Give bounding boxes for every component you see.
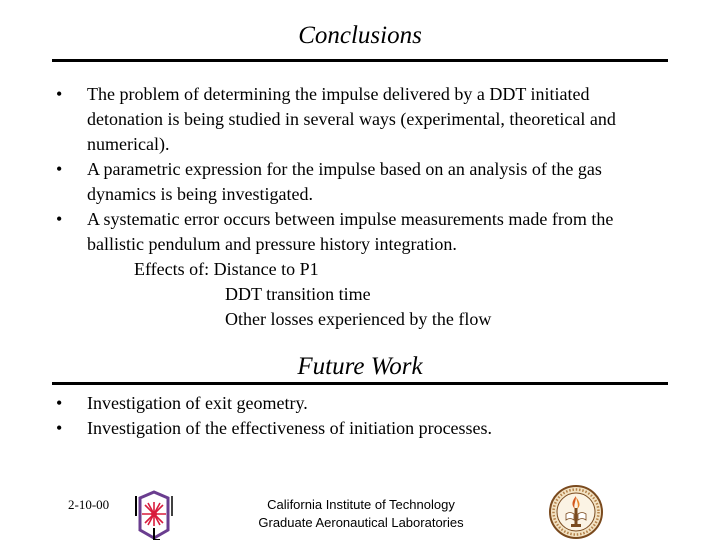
list-item-text: Investigation of exit geometry. [87,393,308,413]
effects-item: Other losses experienced by the flow [225,309,492,329]
conclusions-list [56,82,666,332]
list-item-text: The problem of determining the impulse delivered by a DDT initiated detonation is being studied in several ways (experimental, theoretical and numerical). [87,84,616,154]
list-item-text: A systematic error occurs between impulse measurements made from the ballistic pendulum and pressure history integration. [87,209,614,254]
list-item [56,157,666,207]
future-work-list [56,391,666,441]
future-work-underline [52,382,668,385]
bullet: • [56,418,63,438]
bullet: • [56,209,63,229]
list-item [56,391,666,416]
effects-item: DDT transition time [225,284,371,304]
effects-line [56,257,666,282]
caltech-seal [548,484,604,540]
bullet: • [56,159,63,179]
explosion-dynamics-logo [128,490,180,540]
title-underline [52,59,668,62]
list-item [56,82,666,157]
effects-label: Effects of: [134,259,210,279]
effects-item: Distance to P1 [213,259,319,279]
list-item [56,207,666,257]
list-item-text: Investigation of the effectiveness of initiation processes. [87,418,493,438]
laboratory-name: Graduate Aeronautical Laboratories [258,515,464,530]
institution-name: California Institute of Technology [267,497,455,512]
conclusions-title: Conclusions [298,22,422,49]
list-item [56,416,666,441]
bullet: • [56,393,63,413]
list-item-text: A parametric expression for the impulse based on an analysis of the gas dynamics is being investigated. [87,159,602,204]
future-work-title: Future Work [297,353,423,380]
bullet: • [56,84,63,104]
footer-date: 2-10-00 [68,497,110,512]
footer-institution [240,496,482,532]
